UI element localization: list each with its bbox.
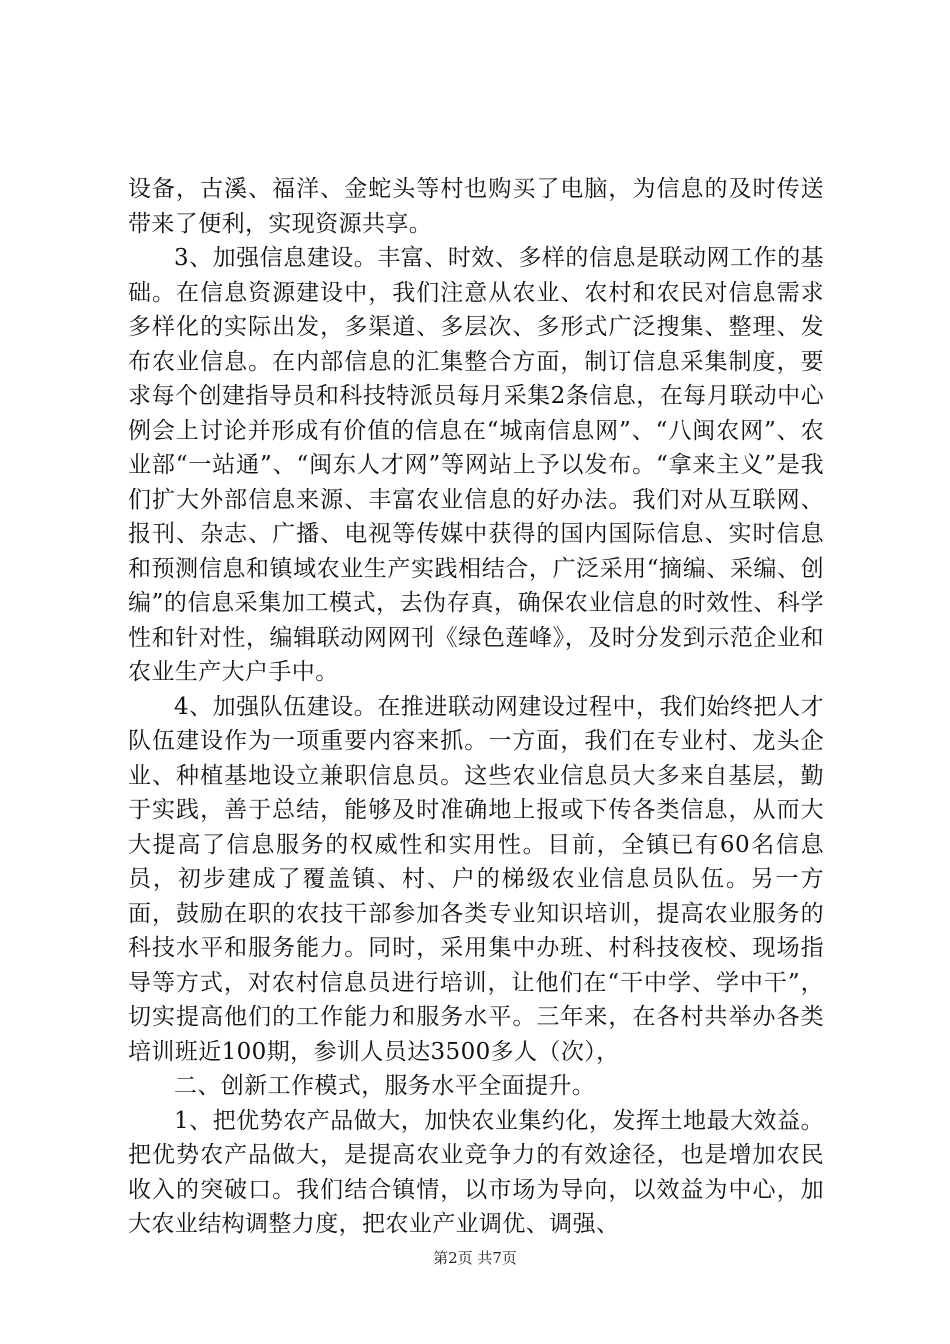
- paragraph-advantage-products: 1、把优势农产品做大，加快农业集约化，发挥土地最大效益。把优势农产品做大，是提高农业竞争力的有效途径，也是增加农民收入的突破口。我们结合镇情，以市场为导向，以效益为中心，加大农业结构调整力度，把农业产业调优、调强、: [128, 1107, 824, 1237]
- paragraph-continuation: 设备，古溪、福洋、金蛇头等村也购买了电脑，为信息的及时传送带来了便利，实现资源共享。: [128, 176, 824, 237]
- paragraph-team-building: 4、加强队伍建设。在推进联动网建设过程中，我们始终把人才队伍建设作为一项重要内容来抓。一方面，我们在专业村、龙头企业、种植基地设立兼职信息员。这些农业信息员大多来自基层，勤于实践，善于总结，能够及时准确地上报或下传各类信息，从而大大提高了信息服务的权威性和实用性。目前，全镇已有60名信息员，初步建成了覆盖镇、村、户的梯级农业信息员队伍。另一方面，鼓励在职的农技干部参加各类专业知识培训，提高农业服务的科技水平和服务能力。同时，采用集中办班、村科技夜校、现场指导等方式，对农村信息员进行培训，让他们在“干中学、学中干”，切实提高他们的工作能力和服务水平。三年来，在各村共举办各类培训班近100期，参训人员达3500多人（次），: [128, 693, 824, 1065]
- section-heading-innovation: 二、创新工作模式，服务水平全面提升。: [174, 1073, 596, 1099]
- page-number-footer: 第2页 共7页: [433, 1249, 517, 1267]
- paragraph-information-building: 3、加强信息建设。丰富、时效、多样的信息是联动网工作的基础。在信息资源建设中，我们注意从农业、农村和农民对信息需求多样化的实际出发，多渠道、多层次、多形式广泛搜集、整理、发布农业信息。在内部信息的汇集整合方面，制订信息采集制度，要求每个创建指导员和科技特派员每月采集2条信息，在每月联动中心例会上讨论并形成有价值的信息在“城南信息网”、“八闽农网”、农业部“一站通”、“闽东人才网”等网站上予以发布。“拿来主义”是我们扩大外部信息来源、丰富农业信息的好办法。我们对从互联网、报刊、杂志、广播、电视等传媒中获得的国内国际信息、实时信息和预测信息和镇域农业生产实践相结合，广泛采用“摘编、采编、创编”的信息采集加工模式，去伪存真，确保农业信息的时效性、科学性和针对性，编辑联动网网刊《绿色莲峰》，及时分发到示范企业和农业生产大户手中。: [128, 245, 824, 685]
- body-text: [128, 172, 824, 1242]
